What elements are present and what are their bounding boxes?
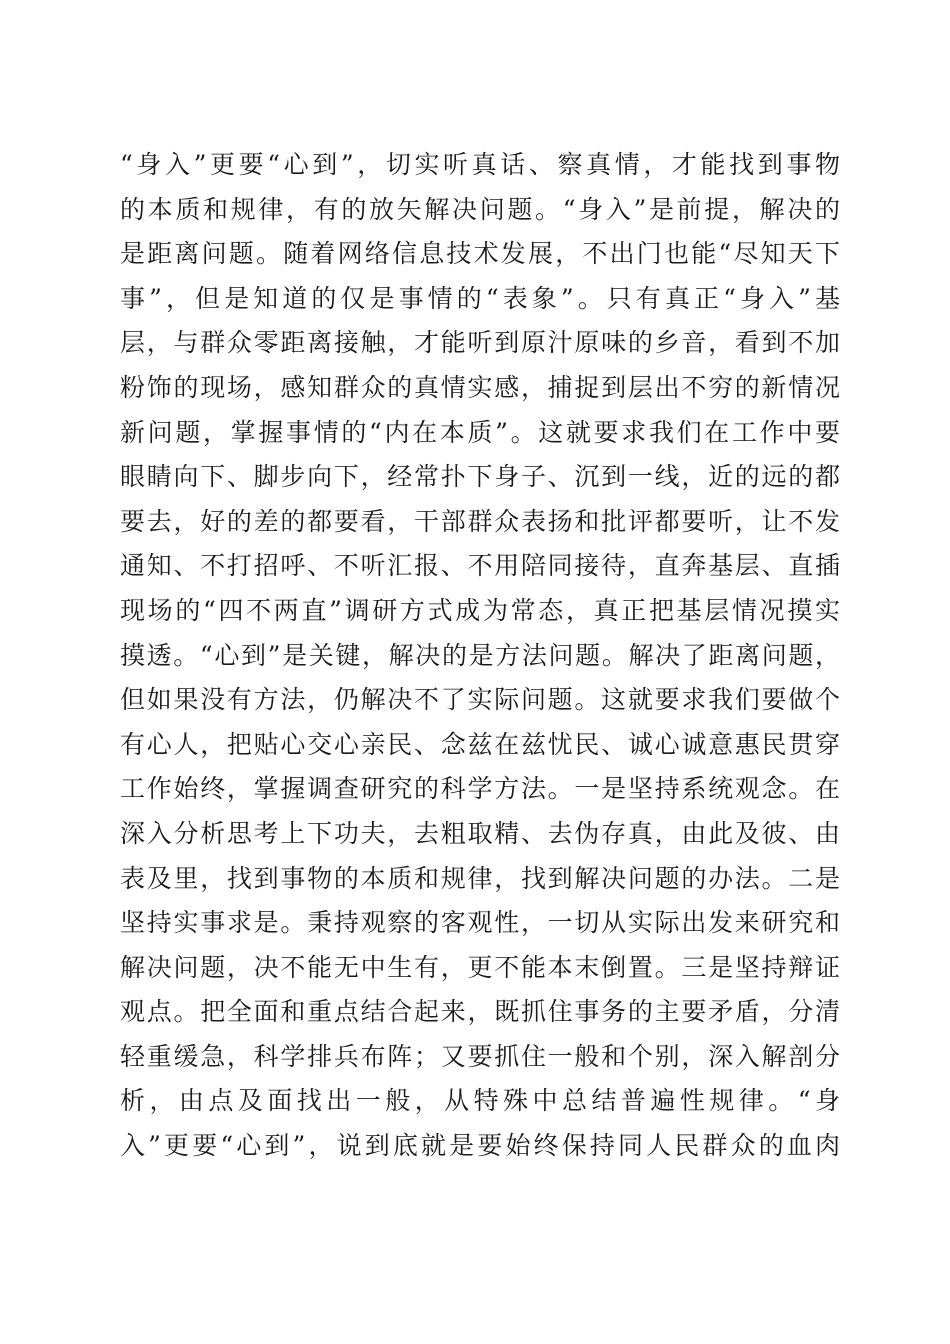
text-line-23: 入”更要“心到”，说到底就是要始终保持同人民群众的血肉 [120,1131,840,1161]
text-line-16: 深入分析思考上下功夫，去粗取精、去伪存真，由此及彼、由 [120,818,840,848]
text-line-19: 解决问题，决不能无中生有，更不能本末倒置。三是坚持辩证 [120,952,840,982]
text-line-11: 现场的“四不两直”调研方式成为常态，真正把基层情况摸实 [120,595,840,625]
text-line-2: 的本质和规律，有的放矢解决问题。“身入”是前提，解决的 [120,194,840,224]
text-line-15: 工作始终，掌握调查研究的科学方法。一是坚持系统观念。在 [120,774,840,804]
text-line-8: 眼睛向下、脚步向下，经常扑下身子、沉到一线，近的远的都 [120,462,840,492]
text-line-17: 表及里，找到事物的本质和规律，找到解决问题的办法。二是 [120,863,840,893]
text-line-10: 通知、不打招呼、不听汇报、不用陪同接待，直奔基层、直插 [120,551,840,581]
text-line-1: “身入”更要“心到”，切实听真话、察真情，才能找到事物 [120,150,840,179]
text-line-22: 析，由点及面找出一般，从特殊中总结普遍性规律。“身 [120,1086,840,1116]
text-line-21: 轻重缓急，科学排兵布阵；又要抓住一般和个别，深入解剖分 [120,1041,840,1071]
text-line-5: 层，与群众零距离接触，才能听到原汁原味的乡音，看到不加 [120,328,840,358]
text-line-14: 有心人，把贴心交心亲民、念兹在兹忧民、诚心诚意惠民贯穿 [120,729,840,759]
text-line-20: 观点。把全面和重点结合起来，既抓住事务的主要矛盾，分清 [120,997,840,1027]
text-line-4: 事”，但是知道的仅是事情的“表象”。只有真正“身入”基 [120,283,840,313]
text-line-18: 坚持实事求是。秉持观察的客观性，一切从实际出发来研究和 [120,908,840,938]
text-line-3: 是距离问题。随着网络信息技术发展，不出门也能“尽知天下 [120,239,840,269]
text-line-7: 新问题，掌握事情的“内在本质”。这就要求我们在工作中要 [120,417,840,447]
text-line-6: 粉饰的现场，感知群众的真情实感，捕捉到层出不穷的新情况 [120,372,840,402]
text-line-13: 但如果没有方法，仍解决不了实际问题。这就要求我们要做个 [120,685,840,715]
text-line-12: 摸透。“心到”是关键，解决的是方法问题。解决了距离问题， [120,640,840,670]
text-line-9: 要去，好的差的都要看，干部群众表扬和批评都要听，让不发 [120,506,840,536]
body-paragraph [120,143,840,1169]
